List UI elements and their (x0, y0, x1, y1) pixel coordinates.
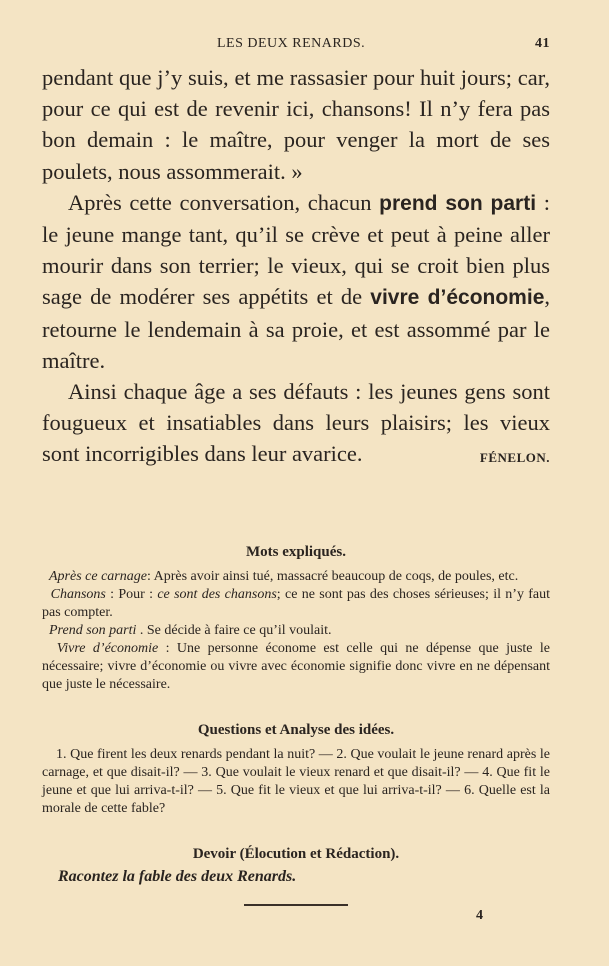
paragraph-3 (42, 376, 550, 470)
signature-mark: 4 (476, 908, 483, 923)
mots-entry-4 (42, 640, 550, 694)
p2-text-a: Après cette conversation, chacun (68, 189, 380, 215)
mots-title: Mots expliqués. (245, 544, 346, 560)
questions-list (42, 746, 550, 818)
term: Chansons (50, 587, 106, 602)
term: Après ce carnage (49, 569, 147, 584)
page-number: 41 (535, 36, 550, 51)
questions-title: Questions et Analyse des idées. (197, 722, 395, 738)
p2-bold-term: prend son parti (379, 191, 537, 215)
mots-entry-3 (42, 622, 550, 640)
p2-text-e: , retourne le lendemain à sa proie, et est assommé par le maître. (42, 284, 550, 373)
author-signature: FÉNELON. (479, 450, 550, 466)
definition: : Après avoir ainsi tué, massacré beaucoup de coqs, de poules, etc. (146, 569, 519, 584)
questions-text: 1. Que firent les deux renards pendant la nuit? — 2. Que voulait le jeune renard après le carnage, et que disait-il? — 3. Que voulait le vieux renard et que disait-il? — 4. Que fit le jeune et que lui arriva-t-il? — 5. Que fit le vieux et que lui arriva-t-il? — 6. Quelle est la morale de cette fable? (42, 747, 550, 816)
term: Prend son parti (49, 623, 137, 638)
closing-rule (244, 904, 348, 906)
term: Vivre d’économie (56, 641, 159, 656)
mots-entry-2 (42, 586, 550, 622)
definition: ; ce ne sont pas des choses sérieuses; il n’y faut pas compter. (42, 587, 551, 620)
definition: : Une personne économe est celle qui ne dépense que juste le nécessaire; vivre d’économie ou vivre avec économie signifie donc vivre en ne dépensant que juste le nécessaire. (42, 641, 551, 692)
paragraph-2 (42, 187, 550, 376)
devoir-title: Devoir (Élocution et Rédaction). (192, 846, 400, 862)
devoir-task: Racontez la fable des deux Renards. (58, 868, 297, 885)
running-title: LES DEUX RENARDS. (217, 36, 366, 51)
definition: . Se décide à faire ce qu’il voulait. (136, 623, 332, 638)
p2-text-c: : le jeune mange tant, qu’il se crève et peut à peine aller mourir dans son terrier; le vieux, qui se croit bien plus sage de modérer ses appétits et de (42, 189, 550, 310)
mots-entry-1 (42, 568, 550, 586)
p2-bold-term-2: vivre d’économie (370, 286, 545, 310)
p3-text: Ainsi chaque âge a ses défauts : les jeunes gens sont fougueux et insatiables dans leurs plaisirs; les vieux sont incorrigibles dans leur avarice. (42, 379, 550, 467)
paragraph-1: pendant que j’y suis, et me rassasier pour huit jours; car, pour ce qui est de revenir ici, chansons! Il n’y fera pas bon demain : le maître, pour venger la mort de ses poulets, nous assommerait. » (42, 65, 550, 184)
main-text (42, 62, 550, 474)
running-header (42, 36, 552, 56)
definition-intro: : Pour : (105, 587, 158, 602)
mots-list (42, 568, 550, 694)
quote: ce sont des chansons (157, 587, 277, 602)
